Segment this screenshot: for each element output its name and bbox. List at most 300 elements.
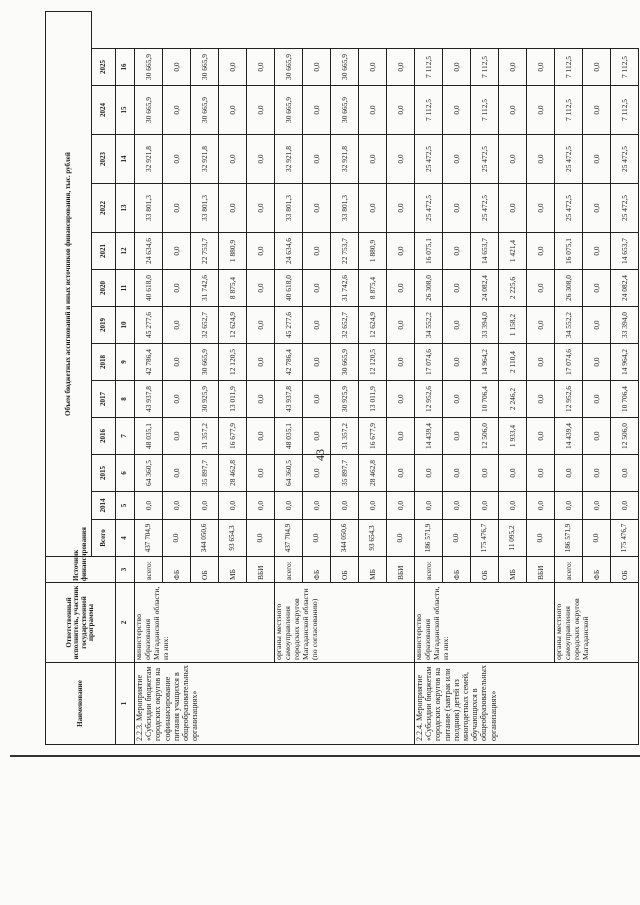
value-year: 12 624,9: [359, 307, 387, 344]
value-year: 0,0: [527, 184, 555, 233]
value-year: 12 506,0: [471, 418, 499, 455]
value-year: 16 075,1: [415, 233, 443, 270]
value-year: 48 035,1: [275, 418, 303, 455]
value-year: 12 120,5: [219, 344, 247, 381]
value-year: 0,0: [583, 86, 611, 135]
value-year: 30 665,9: [331, 344, 359, 381]
value-year: 0,0: [359, 86, 387, 135]
value-year: 30 665,9: [191, 49, 219, 86]
measure-name: 2.2.3. Мероприятие «Субсидии бюджетам городских округов на софинансирование питания учащихся в общеобразовательных организациях»: [135, 663, 415, 745]
value-year: 0,0: [163, 135, 191, 184]
value-year: 1 880,9: [359, 233, 387, 270]
value-year: 14 964,2: [471, 344, 499, 381]
value-year: 0,0: [303, 184, 331, 233]
header-column-number: 14: [116, 135, 135, 184]
value-year: 24 082,4: [611, 270, 639, 307]
value-year: 28 462,8: [359, 455, 387, 492]
funding-source: ФБ: [443, 557, 471, 583]
value-year: 0,0: [247, 307, 275, 344]
value-total: 344 050,6: [331, 520, 359, 557]
value-year: 0,0: [163, 49, 191, 86]
value-year: 0,0: [499, 184, 527, 233]
value-year: 0,0: [527, 233, 555, 270]
value-total: 0,0: [387, 520, 415, 557]
value-year: 12 952,6: [555, 381, 583, 418]
value-year: 0,0: [443, 184, 471, 233]
value-year: 30 665,9: [191, 86, 219, 135]
value-year: 30 925,9: [191, 381, 219, 418]
value-year: 0,0: [387, 307, 415, 344]
value-year: 25 472,5: [415, 184, 443, 233]
horizontal-rule: [10, 755, 640, 757]
value-year: 0,0: [443, 344, 471, 381]
value-year: 0,0: [163, 184, 191, 233]
value-total: 437 704,9: [135, 520, 163, 557]
header-numbers-row: [116, 11, 135, 744]
value-year: 12 952,6: [415, 381, 443, 418]
value-year: 32 921,8: [191, 135, 219, 184]
value-year: 32 921,8: [331, 135, 359, 184]
value-year: 0,0: [443, 233, 471, 270]
value-year: 0,0: [219, 49, 247, 86]
header-year: 2022: [92, 184, 116, 233]
table-row: [275, 11, 303, 744]
value-year: 0,0: [247, 418, 275, 455]
value-year: 12 506,0: [611, 418, 639, 455]
value-year: 0,0: [583, 307, 611, 344]
page-number: 43: [313, 449, 327, 461]
value-year: 0,0: [527, 49, 555, 86]
value-year: 0,0: [163, 233, 191, 270]
value-total: 344 050,6: [191, 520, 219, 557]
header-column-number: 2: [116, 583, 135, 663]
value-year: 16 075,1: [555, 233, 583, 270]
value-year: 0,0: [247, 344, 275, 381]
funding-source: ФБ: [303, 557, 331, 583]
value-year: 0,0: [303, 307, 331, 344]
value-year: 0,0: [443, 492, 471, 520]
value-year: 0,0: [387, 455, 415, 492]
value-total: 93 654,3: [359, 520, 387, 557]
value-year: 0,0: [499, 455, 527, 492]
value-year: 0,0: [247, 455, 275, 492]
value-year: 0,0: [583, 455, 611, 492]
value-total: 0,0: [527, 520, 555, 557]
value-year: 0,0: [527, 344, 555, 381]
value-year: 2 225,6: [499, 270, 527, 307]
value-year: 33 801,3: [331, 184, 359, 233]
value-total: 175 476,7: [471, 520, 499, 557]
value-year: 0,0: [303, 344, 331, 381]
value-year: 17 074,6: [555, 344, 583, 381]
value-year: 0,0: [303, 492, 331, 520]
value-year: 0,0: [387, 418, 415, 455]
header-column-number: 13: [116, 184, 135, 233]
value-year: 0,0: [303, 49, 331, 86]
funding-source: всего:: [135, 557, 163, 583]
value-year: 1 158,2: [499, 307, 527, 344]
value-year: 0,0: [499, 86, 527, 135]
value-year: 0,0: [219, 86, 247, 135]
responsible-executor: министерство образования Магаданской области, из них:: [415, 583, 555, 663]
header-column-number: 7: [116, 418, 135, 455]
value-year: 26 308,0: [555, 270, 583, 307]
responsible-executor: министерство образования Магаданской области, из них:: [135, 583, 275, 663]
value-year: 25 472,5: [555, 135, 583, 184]
value-year: 0,0: [527, 135, 555, 184]
value-year: 7 112,5: [555, 86, 583, 135]
header-year: 2015: [92, 455, 116, 492]
value-year: 0,0: [555, 492, 583, 520]
value-year: 7 112,5: [611, 49, 639, 86]
table-row: [555, 11, 583, 744]
value-year: 0,0: [443, 418, 471, 455]
funding-table: [45, 11, 639, 745]
value-year: 30 665,9: [135, 49, 163, 86]
value-year: 0,0: [387, 135, 415, 184]
value-year: 30 665,9: [275, 49, 303, 86]
value-year: 7 112,5: [611, 86, 639, 135]
value-year: 0,0: [527, 270, 555, 307]
value-year: 0,0: [443, 270, 471, 307]
value-year: 0,0: [527, 307, 555, 344]
value-year: 31 357,2: [331, 418, 359, 455]
value-year: 0,0: [359, 184, 387, 233]
value-year: 40 618,0: [275, 270, 303, 307]
funding-source: МБ: [359, 557, 387, 583]
value-year: 0,0: [303, 135, 331, 184]
value-year: 0,0: [611, 455, 639, 492]
header-source: Источник финансирования: [46, 557, 116, 583]
responsible-executor: органы местного самоуправления городских округов Магаданской: [555, 583, 639, 663]
value-year: 30 665,9: [191, 344, 219, 381]
value-year: 14 653,7: [471, 233, 499, 270]
value-year: 0,0: [219, 492, 247, 520]
header-column-number: 6: [116, 455, 135, 492]
value-year: 0,0: [219, 135, 247, 184]
funding-source: ОБ: [191, 557, 219, 583]
value-year: 0,0: [527, 418, 555, 455]
value-year: 0,0: [443, 135, 471, 184]
value-year: 0,0: [247, 270, 275, 307]
value-year: 0,0: [303, 418, 331, 455]
value-year: 0,0: [387, 184, 415, 233]
value-year: 48 035,1: [135, 418, 163, 455]
value-year: 32 652,7: [331, 307, 359, 344]
value-year: 30 665,9: [331, 86, 359, 135]
value-total: 0,0: [247, 520, 275, 557]
value-year: 0,0: [387, 344, 415, 381]
value-year: 32 921,8: [275, 135, 303, 184]
value-year: 28 462,8: [219, 455, 247, 492]
header-column-number: 9: [116, 344, 135, 381]
value-year: 0,0: [527, 381, 555, 418]
value-year: 35 897,7: [191, 455, 219, 492]
header-total: Всего: [92, 520, 116, 557]
value-year: 0,0: [499, 49, 527, 86]
header-column-number: 4: [116, 520, 135, 557]
value-year: 0,0: [611, 492, 639, 520]
value-year: 7 112,5: [555, 49, 583, 86]
value-total: 93 654,3: [219, 520, 247, 557]
header-column-number: 11: [116, 270, 135, 307]
value-year: 13 011,9: [219, 381, 247, 418]
table-body: [135, 11, 639, 744]
value-total: 11 095,2: [499, 520, 527, 557]
value-year: 0,0: [247, 49, 275, 86]
value-year: 13 011,9: [359, 381, 387, 418]
header-year: 2014: [92, 492, 116, 520]
value-year: 43 937,8: [135, 381, 163, 418]
header-year: 2023: [92, 135, 116, 184]
header-column-number: 3: [116, 557, 135, 583]
value-year: 0,0: [499, 492, 527, 520]
value-year: 43 937,8: [275, 381, 303, 418]
value-year: 64 360,5: [275, 455, 303, 492]
value-year: 0,0: [583, 418, 611, 455]
header-year: 2018: [92, 344, 116, 381]
value-year: 31 742,6: [191, 270, 219, 307]
value-year: 14 653,7: [611, 233, 639, 270]
value-year: 0,0: [387, 381, 415, 418]
value-year: 0,0: [247, 233, 275, 270]
table-header: [46, 11, 135, 744]
value-total: 0,0: [443, 520, 471, 557]
value-year: 0,0: [247, 86, 275, 135]
value-year: 31 357,2: [191, 418, 219, 455]
value-year: 33 801,3: [275, 184, 303, 233]
value-year: 0,0: [163, 492, 191, 520]
header-name: Наименование: [46, 663, 116, 745]
value-year: 1 880,9: [219, 233, 247, 270]
value-year: 0,0: [527, 455, 555, 492]
value-year: 1 421,4: [499, 233, 527, 270]
value-year: 0,0: [163, 86, 191, 135]
value-year: 7 112,5: [415, 86, 443, 135]
value-year: 1 933,4: [499, 418, 527, 455]
value-year: 0,0: [387, 233, 415, 270]
value-year: 0,0: [247, 381, 275, 418]
value-year: 0,0: [443, 455, 471, 492]
header-year: 2019: [92, 307, 116, 344]
value-year: 8 875,4: [219, 270, 247, 307]
value-year: 0,0: [303, 86, 331, 135]
value-year: 0,0: [359, 135, 387, 184]
value-year: 0,0: [415, 455, 443, 492]
value-year: 25 472,5: [471, 135, 499, 184]
value-year: 0,0: [443, 86, 471, 135]
value-year: 0,0: [387, 49, 415, 86]
value-year: 0,0: [191, 492, 219, 520]
value-year: 0,0: [247, 184, 275, 233]
funding-source: ОБ: [471, 557, 499, 583]
value-year: 10 706,4: [471, 381, 499, 418]
value-year: 30 925,9: [331, 381, 359, 418]
value-year: 0,0: [303, 233, 331, 270]
value-year: 0,0: [583, 184, 611, 233]
value-year: 12 120,5: [359, 344, 387, 381]
value-year: 32 652,7: [191, 307, 219, 344]
value-year: 0,0: [303, 381, 331, 418]
value-year: 33 801,3: [191, 184, 219, 233]
funding-source: ФБ: [583, 557, 611, 583]
value-total: 186 571,9: [555, 520, 583, 557]
header-column-number: 12: [116, 233, 135, 270]
value-year: 7 112,5: [471, 86, 499, 135]
value-year: 0,0: [303, 270, 331, 307]
value-year: 0,0: [275, 492, 303, 520]
value-year: 7 112,5: [415, 49, 443, 86]
value-year: 33 394,0: [471, 307, 499, 344]
value-year: 0,0: [163, 307, 191, 344]
value-year: 42 786,4: [275, 344, 303, 381]
value-year: 14 964,2: [611, 344, 639, 381]
header-column-number: 10: [116, 307, 135, 344]
value-year: 14 439,4: [555, 418, 583, 455]
header-column-number: 8: [116, 381, 135, 418]
header-year: 2017: [92, 381, 116, 418]
value-year: 16 677,9: [219, 418, 247, 455]
table-row: [415, 11, 443, 744]
value-year: 14 439,4: [415, 418, 443, 455]
header-year: 2021: [92, 233, 116, 270]
value-year: 0,0: [583, 381, 611, 418]
value-year: 30 665,9: [331, 49, 359, 86]
value-year: 2 246,2: [499, 381, 527, 418]
value-year: 0,0: [583, 233, 611, 270]
value-year: 30 665,9: [135, 86, 163, 135]
value-year: 0,0: [163, 381, 191, 418]
value-year: 33 801,3: [135, 184, 163, 233]
value-year: 34 552,2: [555, 307, 583, 344]
value-year: 0,0: [247, 492, 275, 520]
value-year: 25 472,5: [471, 184, 499, 233]
value-year: 30 665,9: [275, 86, 303, 135]
value-year: 24 634,6: [135, 233, 163, 270]
value-year: 32 921,8: [135, 135, 163, 184]
header-column-number: 16: [116, 49, 135, 86]
header-funding-group: Объем бюджетных ассигнований и иных источников финансирования, тыс. рублей: [46, 11, 92, 556]
header-year: 2024: [92, 86, 116, 135]
value-year: 0,0: [387, 270, 415, 307]
funding-source: ОБ: [611, 557, 639, 583]
value-year: 0,0: [527, 86, 555, 135]
value-year: 0,0: [443, 307, 471, 344]
value-year: 0,0: [359, 492, 387, 520]
value-total: 186 571,9: [415, 520, 443, 557]
value-year: 0,0: [499, 135, 527, 184]
value-year: 0,0: [471, 492, 499, 520]
header-column-number: 15: [116, 86, 135, 135]
value-year: 25 472,5: [555, 184, 583, 233]
value-year: 22 753,7: [191, 233, 219, 270]
value-year: 64 360,5: [135, 455, 163, 492]
value-total: 0,0: [583, 520, 611, 557]
value-year: 26 308,0: [415, 270, 443, 307]
value-year: 25 472,5: [611, 135, 639, 184]
value-year: 42 786,4: [135, 344, 163, 381]
header-column-number: 1: [116, 663, 135, 745]
value-year: 0,0: [471, 455, 499, 492]
value-year: 33 394,0: [611, 307, 639, 344]
funding-source: ВБИ: [527, 557, 555, 583]
value-year: 0,0: [247, 135, 275, 184]
value-year: 0,0: [583, 49, 611, 86]
value-year: 45 277,6: [275, 307, 303, 344]
funding-source: всего:: [275, 557, 303, 583]
value-year: 0,0: [163, 270, 191, 307]
value-total: 175 476,7: [611, 520, 639, 557]
header-year: 2016: [92, 418, 116, 455]
value-year: 16 677,9: [359, 418, 387, 455]
value-year: 35 897,7: [331, 455, 359, 492]
header-year: 2025: [92, 49, 116, 86]
value-year: 25 472,5: [611, 184, 639, 233]
value-year: 34 552,2: [415, 307, 443, 344]
value-year: 12 624,9: [219, 307, 247, 344]
value-year: 0,0: [163, 344, 191, 381]
value-year: 0,0: [583, 270, 611, 307]
value-year: 0,0: [415, 492, 443, 520]
value-year: 17 074,6: [415, 344, 443, 381]
value-year: 24 082,4: [471, 270, 499, 307]
value-year: 31 742,6: [331, 270, 359, 307]
funding-source: всего:: [555, 557, 583, 583]
value-year: 0,0: [443, 381, 471, 418]
value-year: 8 875,4: [359, 270, 387, 307]
value-year: 0,0: [331, 492, 359, 520]
value-year: 0,0: [135, 492, 163, 520]
value-year: 0,0: [163, 455, 191, 492]
header-column-number: 5: [116, 492, 135, 520]
value-year: 0,0: [583, 492, 611, 520]
value-year: 2 110,4: [499, 344, 527, 381]
funding-source: ВБИ: [247, 557, 275, 583]
value-year: 22 753,7: [331, 233, 359, 270]
funding-source: ФБ: [163, 557, 191, 583]
funding-source: МБ: [499, 557, 527, 583]
funding-source: ВБИ: [387, 557, 415, 583]
header-responsible: Ответственный исполнитель, участник государственной программы: [46, 583, 116, 663]
value-year: 0,0: [359, 49, 387, 86]
rotated-table-container: [45, 15, 629, 745]
value-year: 0,0: [387, 86, 415, 135]
value-year: 0,0: [527, 492, 555, 520]
value-year: 0,0: [303, 455, 331, 492]
value-year: 0,0: [219, 184, 247, 233]
measure-name: 2.2.4. Мероприятие «Субсидии бюджетам городских округов на питание (завтрак или полдник) детей из многодетных семей, обучающихся в общеобразовательных организациях»: [415, 663, 639, 745]
value-year: 0,0: [163, 418, 191, 455]
value-total: 0,0: [163, 520, 191, 557]
value-year: 0,0: [583, 344, 611, 381]
value-year: 0,0: [443, 49, 471, 86]
value-year: 0,0: [555, 455, 583, 492]
value-year: 45 277,6: [135, 307, 163, 344]
funding-source: всего:: [415, 557, 443, 583]
value-year: 0,0: [387, 492, 415, 520]
funding-source: МБ: [219, 557, 247, 583]
header-year: 2020: [92, 270, 116, 307]
value-year: 7 112,5: [471, 49, 499, 86]
value-year: 0,0: [583, 135, 611, 184]
funding-source: ОБ: [331, 557, 359, 583]
value-total: 437 704,9: [275, 520, 303, 557]
value-year: 10 706,4: [611, 381, 639, 418]
value-year: 25 472,5: [415, 135, 443, 184]
value-year: 40 618,0: [135, 270, 163, 307]
value-total: 0,0: [303, 520, 331, 557]
value-year: 24 634,6: [275, 233, 303, 270]
